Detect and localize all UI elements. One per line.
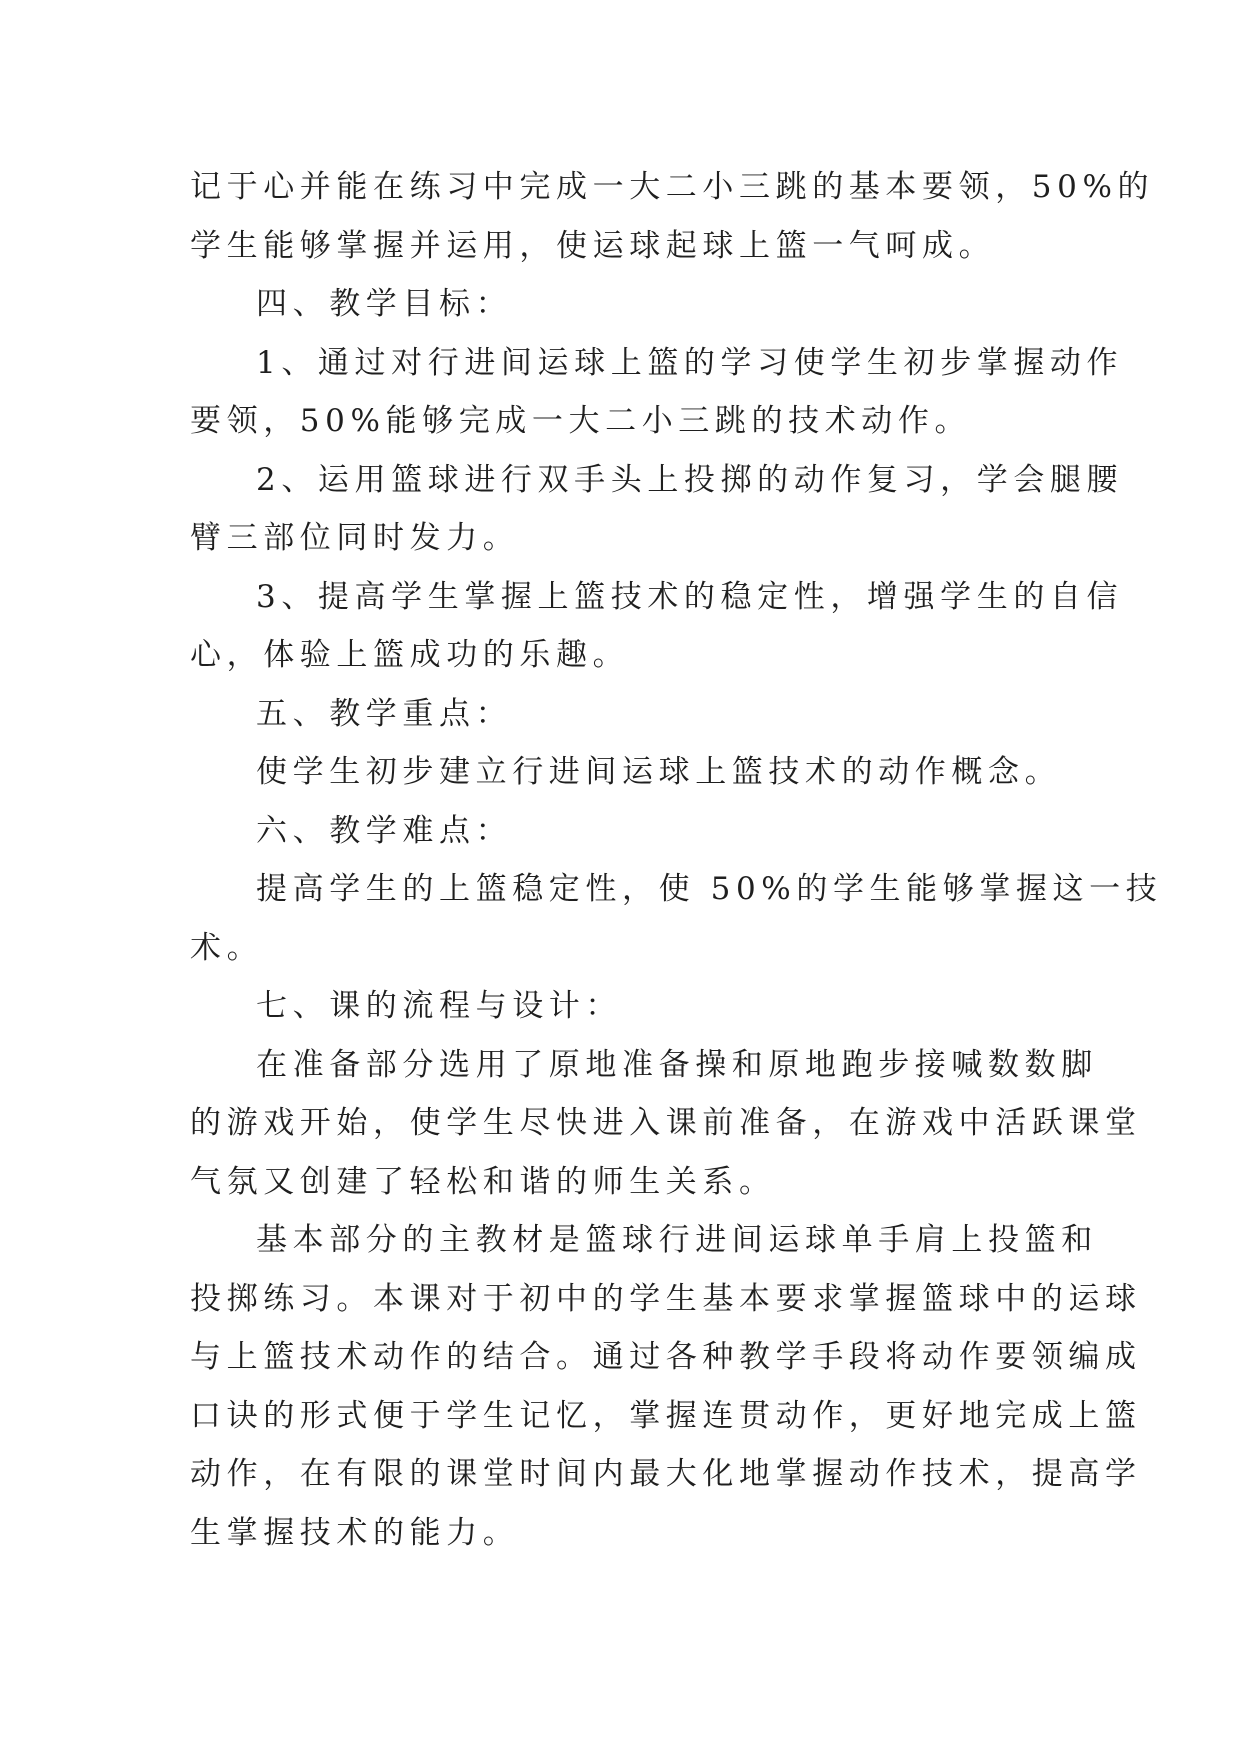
text-line: 基本部分的主教材是篮球行进间运球单手肩上投篮和 [256, 1222, 1098, 1258]
section-heading: 七、课的流程与设计： [256, 988, 622, 1024]
section-heading: 四、教学目标： [256, 286, 513, 322]
text-line: 投掷练习。本课对于初中的学生基本要求掌握篮球中的运球 [190, 1280, 1142, 1317]
text-line: 的游戏开始，使学生尽快进入课前准备，在游戏中活跃课堂 [190, 1105, 1142, 1141]
text-line: 气氛又创建了轻松和谐的师生关系。 [190, 1163, 776, 1200]
text-line: 在准备部分选用了原地准备操和原地跑步接喊数数脚 [256, 1046, 1098, 1083]
text-line: 动作，在有限的课堂时间内最大化地掌握动作技术，提高学 [190, 1456, 1142, 1492]
text-line: 3、提高学生掌握上篮技术的稳定性，增强学生的自信 [256, 578, 1124, 615]
text-line: 与上篮技术动作的结合。通过各种教学手段将动作要领编成 [190, 1339, 1142, 1375]
text-line: 生掌握技术的能力。 [190, 1514, 520, 1551]
text-line: 心，体验上篮成功的乐趣。 [190, 637, 630, 673]
document-body [190, 158, 1163, 1562]
text-line: 口诀的形式便于学生记忆，掌握连贯动作，更好地完成上篮 [190, 1397, 1142, 1434]
text-line: 2、运用篮球进行双手头上投掷的动作复习，学会腿腰 [256, 461, 1124, 498]
section-heading: 六、教学难点： [256, 812, 513, 849]
text-line: 1、通过对行进间运球上篮的学习使学生初步掌握动作 [256, 344, 1124, 381]
text-line: 要领，50%能够完成一大二小三跳的技术动作。 [190, 403, 972, 439]
text-line: 臂三部位同时发力。 [190, 520, 520, 556]
text-line: 学生能够掌握并运用，使运球起球上篮一气呵成。 [190, 227, 996, 264]
text-line: 使学生初步建立行进间运球上篮技术的动作概念。 [256, 754, 1062, 790]
section-heading: 五、教学重点： [256, 695, 513, 732]
text-line: 术。 [190, 929, 264, 966]
text-line: 提高学生的上篮稳定性，使 50%的学生能够掌握这一技 [256, 871, 1163, 907]
text-line: 记于心并能在练习中完成一大二小三跳的基本要领，50%的 [190, 169, 1155, 205]
